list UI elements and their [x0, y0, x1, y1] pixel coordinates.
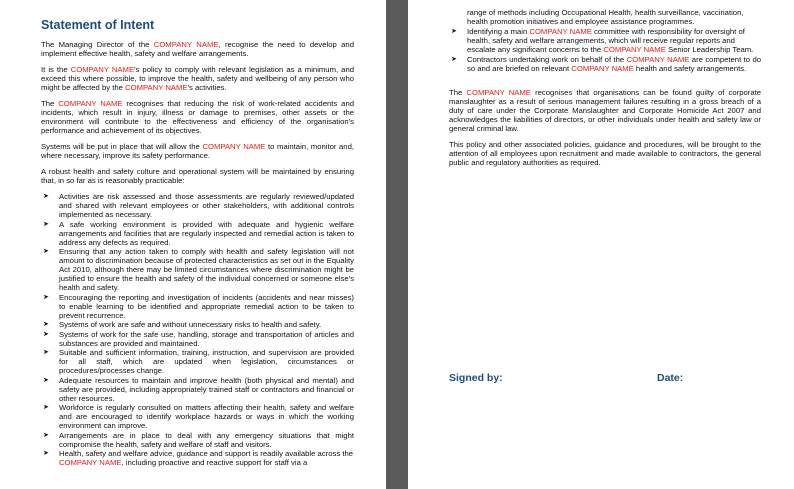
- company-name: COMPANY NAME: [529, 27, 592, 36]
- list-item: ➤ Suitable and sufficient information, training, instruction, and supervision are provided for all staff, which are updated when legislation, circumstances or procedures/processes change.: [43, 348, 354, 375]
- company-name: COMPANY NAME: [59, 458, 122, 467]
- arrow-bullet-icon: ➤: [43, 431, 49, 439]
- paragraph-manslaughter: The COMPANY NAME recognises that organisations can be found guilty of corporate manslaughter as a result of serious management failures resulting in a gross breach of a duty of care under the Corporate Manslaughter and Corporate Homicide Act 2007 and acknowledges the liabilities of directors, or other individuals under health and safety law or general criminal law.: [449, 87, 762, 133]
- arrow-bullet-icon: ➤: [43, 330, 49, 338]
- company-name: COMPANY NAME: [202, 142, 266, 151]
- arrow-bullet-icon: ➤: [43, 193, 49, 200]
- arrow-bullet-icon: ➤: [43, 349, 49, 356]
- arrow-bullet-icon: ➤: [451, 28, 457, 35]
- arrow-bullet-icon: ➤: [43, 293, 49, 301]
- list-item: ➤ Identifying a main COMPANY NAME committee with responsibility for oversight of health, safety and welfare arrangements, which will receive regular reports and escalate any significant concerns to the COMPANY NAME Senior Leadership Team.: [451, 27, 754, 54]
- list-item: ➤ Arrangements are in place to deal with any emergency situations that might compromise the health, safety and welfare of staff and visitors.: [43, 430, 354, 449]
- company-name: COMPANY NAME: [125, 83, 188, 92]
- company-name: COMPANY NAME: [571, 63, 634, 73]
- list-item: ➤ Encouraging the reporting and investigation of incidents (accidents and near misses) to enable learning to be identified and appropriate remedial action to be taken to prevent recurrence.: [43, 292, 354, 320]
- arrow-bullet-icon: ➤: [43, 450, 49, 457]
- list-item: ➤ Ensuring that any action taken to comply with health and safety legislation will not amount to discrimination because of protected characteristics as set out in the Equality Act 2010, although there may be limited circumstances where discrimination might be justified to ensure the health and safety of the individual concerned or someone else's health and safety.: [43, 247, 354, 292]
- company-name: COMPANY NAME: [466, 87, 531, 97]
- paragraph-distribution: This policy and other associated policies, guidance and procedures, will be brought to the attention of all employees upon recruitment and made available to contractors, the general public and regulatory authorities as required.: [449, 139, 761, 167]
- arrow-bullet-icon: ➤: [43, 376, 49, 384]
- paragraph-systems: Systems will be put in place that will allow the COMPANY NAME to maintain, monitor and, where necessary, improve its safety performance.: [41, 142, 354, 160]
- arrow-bullet-icon: ➤: [43, 404, 49, 411]
- company-name: COMPANY NAME: [626, 54, 690, 64]
- list-item: ➤ Contractors undertaking work on behalf of the COMPANY NAME are competent to do so and are briefed on relevant COMPANY NAME health and safety arrangements.: [451, 54, 761, 73]
- bullet-continuation: range of methods including Occupational Health, health surveillance, vaccination, health promotion initiatives and employee assistance programmes.: [467, 8, 744, 26]
- paragraph-culture: A robust health and safety culture and operational system will be maintained by ensuring that, in so far as is reasonably practicable:: [41, 167, 354, 185]
- signed-by-label: Signed by:: [449, 372, 503, 384]
- list-item: ➤ Adequate resources to maintain and improve health (both physical and mental) and safety are provided, including appropriately trained staff or contractors and financial or other resources.: [43, 375, 354, 403]
- arrow-bullet-icon: ➤: [43, 220, 49, 228]
- document-page-right: [408, 0, 794, 489]
- document-page-left: [0, 0, 386, 489]
- list-item: ➤ Systems of work for the safe use, handling, storage and transportation of articles and substances are provided and maintained.: [43, 329, 354, 348]
- list-item: ➤ A safe working environment is provided with adequate and hygienic welfare arrangements and facilities that are regularly inspected and remedial action is taken to address any defects as required.: [43, 219, 354, 247]
- arrow-bullet-icon: ➤: [43, 321, 49, 328]
- list-item: ➤ Systems of work are safe and without unnecessary risks to health and safety.: [43, 320, 322, 329]
- list-item: ➤ Workforce is regularly consulted on matters affecting their health, safety and welfare and are encouraged to identify workplace hazards or ways in which the working environment can improve.: [43, 403, 354, 430]
- arrow-bullet-icon: ➤: [451, 55, 457, 63]
- paragraph-intro: The Managing Director of the COMPANY NAME, recognise the need to develop and implement effective health, safety and welfare arrangements.: [41, 40, 354, 58]
- paragraph-risk: The COMPANY NAME recognises that reducing the risk of work-related accidents and incidents, which result in injury, illness or damage to premises, other assets or the environment will contribute to the effectiveness and efficiency of the organisation's performance and achievement of its objectives.: [41, 99, 354, 135]
- company-name: COMPANY NAME: [603, 45, 666, 54]
- date-label: Date:: [657, 372, 684, 384]
- company-name: COMPANY NAME: [70, 65, 135, 74]
- paragraph-policy: It is the COMPANY NAME's policy to comply with relevant legislation as a minimum, and exceed this where possible, to improve the health, safety and wellbeing of any person who might be affected by the COMPANY NAME's activities.: [41, 65, 354, 92]
- bullet-list: [449, 27, 761, 73]
- company-name: COMPANY NAME: [153, 40, 219, 49]
- bullet-list: [41, 192, 354, 467]
- list-item: ➤ Activities are risk assessed and those assessments are regularly reviewed/updated and shared with relevant employees or other stakeholders, with additional controls implemented as necessary.: [43, 192, 354, 219]
- page-title: Statement of Intent: [41, 18, 155, 32]
- company-name: COMPANY NAME: [58, 99, 123, 108]
- arrow-bullet-icon: ➤: [43, 248, 49, 255]
- list-item: ➤ Health, safety and welfare advice, guidance and support is readily available across the COMPANY NAME, including proactive and reactive support for staff via a: [43, 449, 354, 467]
